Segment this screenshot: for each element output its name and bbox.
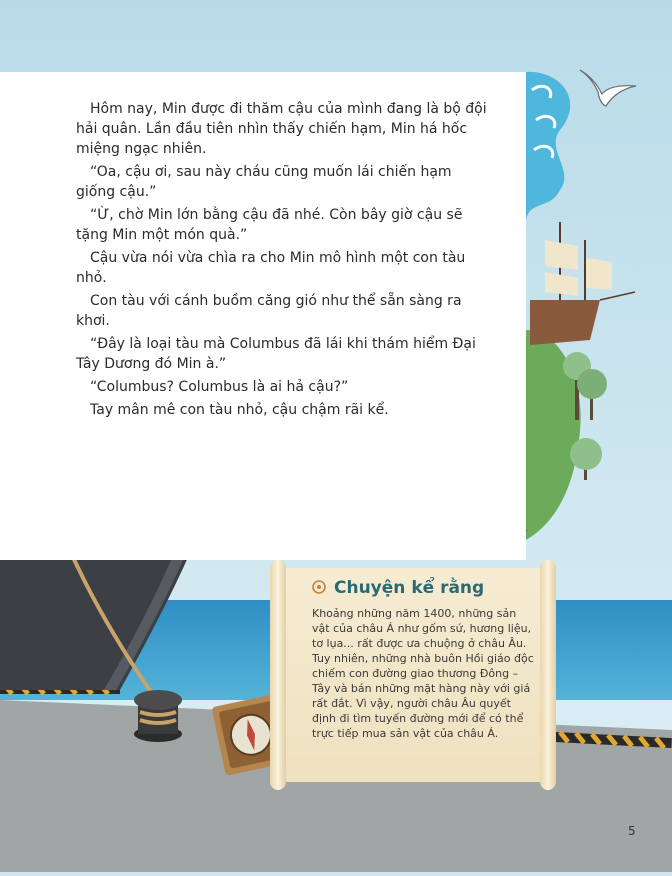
story-paragraph: “Đây là loại tàu mà Columbus đã lái khi thám hiểm Đại Tây Dương đó Min à.” xyxy=(76,336,476,372)
story-paragraph: Con tàu với cánh buồm căng gió như thể sẵn sàng ra khơi. xyxy=(76,293,462,329)
story-paragraph: “Ừ, chờ Min lớn bằng cậu đã nhé. Còn bây giờ cậu sẽ tặng Min một món quà.” xyxy=(76,207,463,243)
story-paragraph: Hôm nay, Min được đi thăm cậu của mình đang là bộ đội hải quân. Lần đầu tiên nhìn thấy chiến hạm, Min há hốc miệng ngạc nhiên. xyxy=(76,101,487,157)
scroll-roll-right xyxy=(540,560,556,790)
story-paragraph: Tay mân mê con tàu nhỏ, cậu chậm rãi kể. xyxy=(90,402,389,418)
page-number: 5 xyxy=(628,824,636,838)
scroll-text: Khoảng những năm 1400, những sản vật của châu Á như gốm sứ, hương liệu, tơ lụa... rất được ưa chuộng ở châu Âu. Tuy nhiên, những nhà buôn Hồi giáo độc chiếm con đường giao thương Đông – Tây và bán những mặt hàng này với giá rất đắt. Vì vậy, người châu Âu quyết định đi tìm tuyến đường mới để có thể trực tiếp mua sản vật của châu Á. xyxy=(312,607,534,740)
scroll-roll-left xyxy=(270,560,286,790)
story-paragraph: Cậu vừa nói vừa chìa ra cho Min mô hình một con tàu nhỏ. xyxy=(76,250,466,286)
story-text xyxy=(0,72,526,423)
scroll-title: Chuyện kể rằng xyxy=(334,578,485,598)
scroll-title-row xyxy=(312,578,484,598)
bollard xyxy=(134,690,182,742)
compass-bullet-icon xyxy=(312,579,326,598)
info-scroll-box xyxy=(270,560,556,792)
story-panel xyxy=(0,72,526,560)
story-paragraph: “Oa, cậu ơi, sau này cháu cũng muốn lái chiến hạm giống cậu.” xyxy=(76,164,452,200)
story-paragraph: “Columbus? Columbus là ai hả cậu?” xyxy=(90,379,349,395)
